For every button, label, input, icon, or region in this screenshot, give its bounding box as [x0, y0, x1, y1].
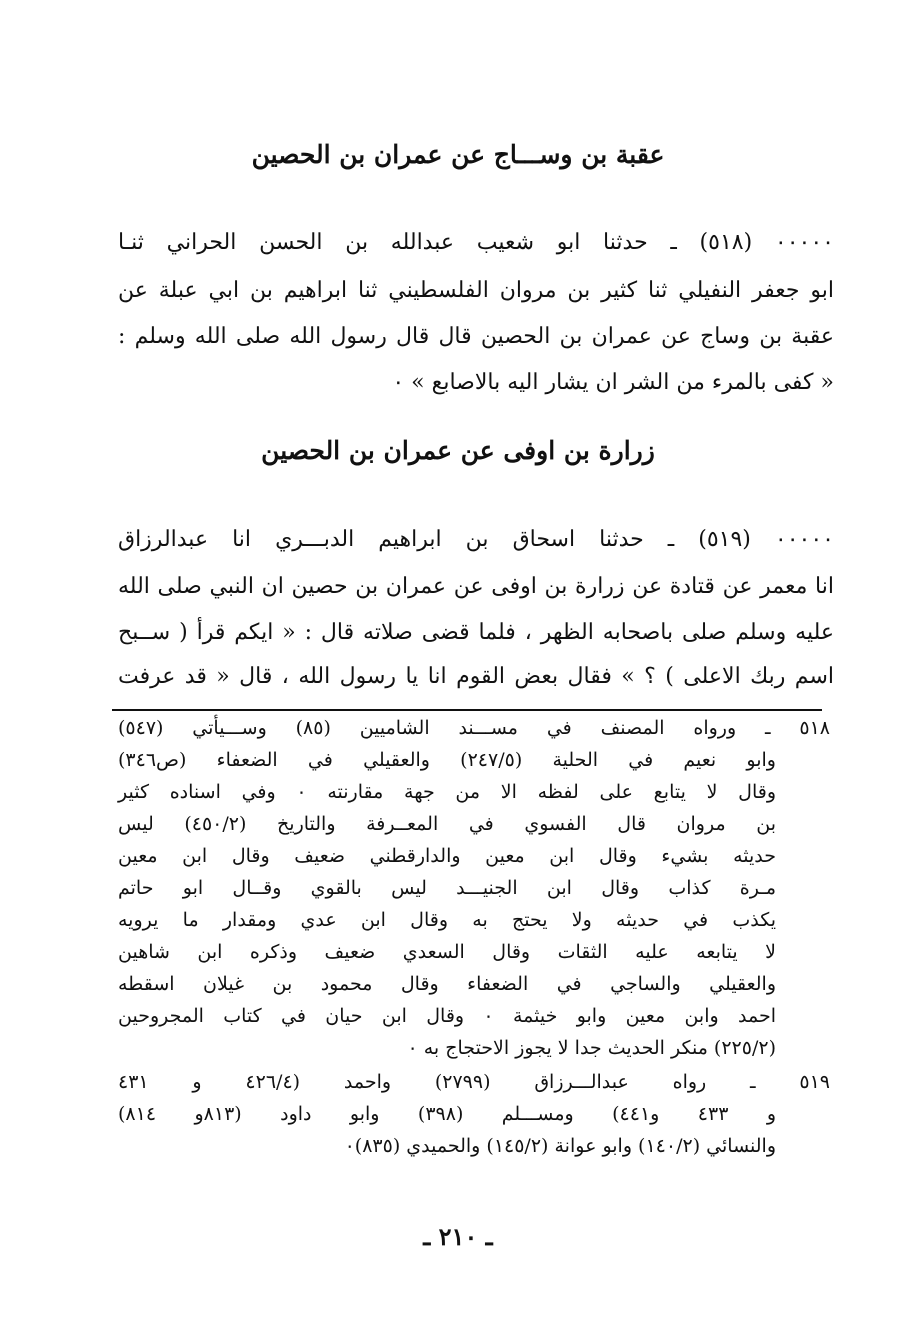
- footnote-line: مـرة كذاب وقال ابن الجنيـــد ليس بالقوي وقــال ابو حاتم: [118, 877, 776, 899]
- footnote-line: يكذب في حديثه ولا يحتج به وقال ابن عدي ومقدار ما يرويه: [118, 909, 776, 931]
- hadith-519-line: انا معمر عن قتادة عن زرارة بن اوفى عن عمران بن حصين ان النبي صلى الله: [118, 574, 834, 599]
- footnote-line: وقال لا يتابع على لفظه الا من جهة مقارنته ٠ وفي اسناده كثير: [118, 781, 776, 803]
- hadith-518-line: عقبة بن وساج عن عمران بن الحصين قال قال رسول الله صلى الله وسلم :: [118, 324, 834, 349]
- footnote-line: بن مروان قال الفسوي في المعــرفة والتاريخ (٤٥٠/٢) ليس: [118, 813, 776, 835]
- footnote-line: لا يتابعه عليه الثقات وقال السعدي ضعيف وذكره ابن شاهين: [118, 941, 776, 963]
- footnote-line: احمد وابن معين وابو خيثمة ٠ وقال ابن حيان في كتاب المجروحين: [118, 1005, 776, 1027]
- footnote-line: والعقيلي والساجي في الضعفاء وقال محمود بن غيلان اسقطه: [118, 973, 776, 995]
- section-heading: عقبة بن وســـاج عن عمران بن الحصين: [251, 140, 665, 169]
- hadith-519-line: عليه وسلم صلى باصحابه الظهر ، فلما قضى صلاته قال : « ايكم قرأ ( ســبح: [118, 620, 834, 645]
- footnote-line: ٥١٩ ـ رواه عبدالـــرزاق (٢٧٩٩) واحمد (٤٢٦/٤ و ٤٣١: [118, 1071, 830, 1093]
- footnote-separator: [112, 709, 822, 711]
- hadith-518-line: ٠٠٠٠٠ (٥١٨) ـ حدثنا ابو شعيب عبدالله بن الحسن الحراني ثنـا: [118, 230, 834, 255]
- footnote-line: (٢٢٥/٢) منكر الحديث جدا لا يجوز الاحتجاج به ٠: [407, 1037, 776, 1059]
- page-number: ـ ٢١٠ ـ: [423, 1222, 493, 1251]
- hadith-518-line: « كفى بالمرء من الشر ان يشار اليه بالاصابع » ٠: [392, 370, 834, 395]
- footnote-line: حديثه بشيء وقال ابن معين والدارقطني ضعيف وقال ابن معين: [118, 845, 776, 867]
- hadith-519-line: ٠٠٠٠٠ (٥١٩) ـ حدثنا اسحاق بن ابراهيم الدبـــري انا عبدالرزاق: [118, 527, 834, 552]
- footnote-line: وابو نعيم في الحلية (٢٤٧/٥) والعقيلي في الضعفاء (ص٣٤٦): [118, 749, 776, 771]
- footnote-line: و ٤٣٣ و٤٤١) ومســـلم (٣٩٨) وابو داود (٨١٣و ٨١٤): [118, 1103, 777, 1125]
- hadith-518-line: ابو جعفر النفيلي ثنا كثير بن مروان الفلسطيني ثنا ابراهيم بن ابي عبلة عن: [118, 278, 834, 303]
- footnote-line: والنسائي (١٤٠/٢) وابو عوانة (١٤٥/٢) والحميدي (٨٣٥)٠: [344, 1135, 776, 1157]
- footnote-line: ٥١٨ ـ ورواه المصنف في مســـند الشاميين (٨٥) وســـيأتي (٥٤٧): [118, 717, 831, 739]
- hadith-519-line: اسم ربك الاعلى ) ؟ » فقال بعض القوم انا يا رسول الله ، قال « قد عرفت: [118, 664, 834, 689]
- section-heading: زرارة بن اوفى عن عمران بن الحصين: [261, 436, 655, 465]
